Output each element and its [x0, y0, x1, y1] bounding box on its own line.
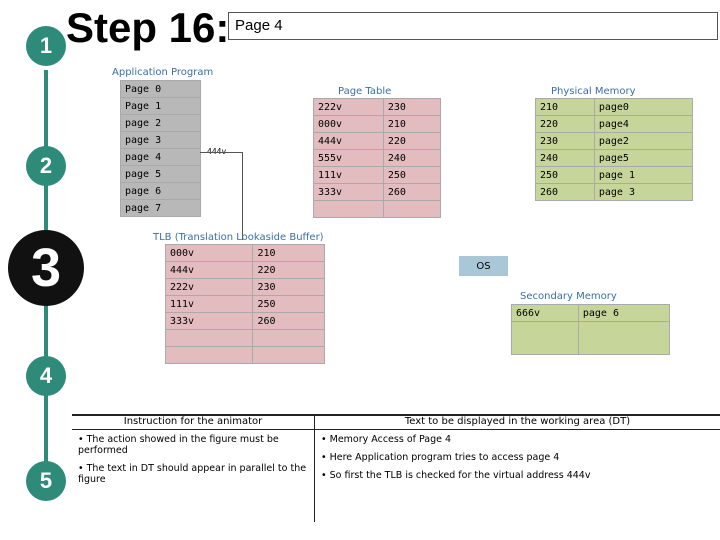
table-cell: 230	[536, 133, 595, 150]
table-cell: 000v	[166, 245, 253, 262]
table-cell: 210	[536, 99, 595, 116]
table-row	[536, 99, 693, 116]
app-page-cell: Page 1	[121, 98, 201, 115]
table-row	[536, 116, 693, 133]
step-title: Step 16:	[66, 4, 230, 51]
table-cell: 220	[253, 262, 325, 279]
app-page-cell: Page 0	[121, 81, 201, 98]
list-item-text: Memory Access of Page 4	[329, 434, 452, 445]
list-item-text: Here Application program tries to access page 4	[329, 452, 560, 463]
table-cell: page 3	[594, 184, 692, 201]
table-row	[536, 184, 693, 201]
table-row	[166, 262, 325, 279]
table-cell	[253, 330, 325, 347]
table-row	[166, 330, 325, 347]
table-cell	[166, 347, 253, 364]
table-cell: 111v	[166, 296, 253, 313]
table-row	[512, 305, 670, 322]
physical-memory-table	[535, 98, 693, 201]
table-row	[314, 201, 441, 218]
table-cell	[578, 322, 669, 355]
table-cell: 260	[253, 313, 325, 330]
list-item: • The action showed in the figure must be performed	[78, 434, 279, 456]
table-cell: 230	[253, 279, 325, 296]
os-box: OS	[459, 256, 508, 276]
table-row	[166, 245, 325, 262]
list-item: • Here Application program tries to access page 4	[321, 452, 560, 463]
table-cell: 260	[536, 184, 595, 201]
list-item: • Memory Access of Page 4	[321, 434, 452, 445]
list-item-text: So first the TLB is checked for the virtual address 444v	[329, 470, 591, 481]
tlb-table	[165, 244, 325, 364]
table-cell: page4	[594, 116, 692, 133]
instruction-left-header: Instruction for the animator	[123, 416, 263, 427]
table-cell: page0	[594, 99, 692, 116]
table-cell: 250	[383, 167, 440, 184]
table-cell: 240	[383, 150, 440, 167]
table-cell: 220	[383, 133, 440, 150]
app-page-cell: page 7	[121, 200, 201, 217]
table-row	[314, 99, 441, 116]
table-cell: 250	[536, 167, 595, 184]
table-cell: 230	[383, 99, 440, 116]
table-cell: 220	[536, 116, 595, 133]
secondary-memory-table	[511, 304, 670, 355]
application-program-table	[120, 80, 201, 217]
table-cell: 444v	[166, 262, 253, 279]
table-cell: 210	[383, 116, 440, 133]
table-cell: 111v	[314, 167, 384, 184]
instruction-right-list	[321, 434, 716, 488]
table-row	[536, 167, 693, 184]
physical-memory-label: Physical Memory	[551, 86, 636, 97]
table-cell	[253, 347, 325, 364]
table-cell: 260	[383, 184, 440, 201]
table-row	[536, 150, 693, 167]
table-cell: page 6	[578, 305, 669, 322]
table-cell: page2	[594, 133, 692, 150]
table-cell	[512, 322, 579, 355]
table-cell: 333v	[166, 313, 253, 330]
page-table	[313, 98, 441, 218]
divider	[314, 414, 315, 522]
app-page-cell: page 6	[121, 183, 201, 200]
table-cell	[383, 201, 440, 218]
table-row	[314, 133, 441, 150]
instruction-table	[72, 414, 720, 522]
table-row	[314, 167, 441, 184]
access-arrow-vertical	[242, 152, 243, 240]
app-page-cell: page 5	[121, 166, 201, 183]
table-cell: 666v	[512, 305, 579, 322]
table-cell: 240	[536, 150, 595, 167]
table-row	[166, 347, 325, 364]
table-row	[166, 279, 325, 296]
table-cell: 250	[253, 296, 325, 313]
page-table-label: Page Table	[338, 86, 392, 97]
table-cell: 555v	[314, 150, 384, 167]
table-row	[536, 133, 693, 150]
list-item: • So first the TLB is checked for the virtual address 444v	[321, 470, 591, 481]
table-cell: 210	[253, 245, 325, 262]
list-item-text: The text in DT should appear in parallel to the figure	[78, 463, 307, 485]
table-row	[166, 296, 325, 313]
divider	[72, 429, 720, 430]
application-program-label: Application Program	[112, 67, 214, 78]
table-row	[314, 150, 441, 167]
list-item: • The text in DT should appear in parallel to the figure	[78, 463, 307, 485]
app-page-cell: page 4	[121, 149, 201, 166]
table-cell: 333v	[314, 184, 384, 201]
table-row	[512, 322, 670, 355]
app-page-cell: page 2	[121, 115, 201, 132]
table-row	[314, 184, 441, 201]
table-cell: page5	[594, 150, 692, 167]
secondary-memory-label: Secondary Memory	[520, 291, 617, 302]
table-cell: 444v	[314, 133, 384, 150]
table-cell	[314, 201, 384, 218]
tlb-label: TLB (Translation Lookaside Buffer)	[153, 232, 324, 243]
table-cell: 222v	[166, 279, 253, 296]
list-item-text: The action showed in the figure must be performed	[78, 434, 279, 456]
table-cell: 222v	[314, 99, 384, 116]
step-5-circle[interactable]: 5	[26, 461, 66, 501]
step-1-circle[interactable]: 1	[26, 26, 66, 66]
access-arrow-horizontal	[200, 152, 242, 153]
table-cell: 000v	[314, 116, 384, 133]
table-row	[166, 313, 325, 330]
instruction-right-header: Text to be displayed in the working area (DT)	[404, 416, 631, 427]
table-cell: page 1	[594, 167, 692, 184]
step-2-circle[interactable]: 2	[26, 146, 66, 186]
step-3-circle[interactable]: 3	[8, 230, 84, 306]
step-4-circle[interactable]: 4	[26, 356, 66, 396]
instruction-left-list	[78, 434, 308, 492]
app-page-cell: page 3	[121, 132, 201, 149]
table-cell	[166, 330, 253, 347]
page-label-box: Page 4	[228, 12, 718, 40]
table-row	[314, 116, 441, 133]
